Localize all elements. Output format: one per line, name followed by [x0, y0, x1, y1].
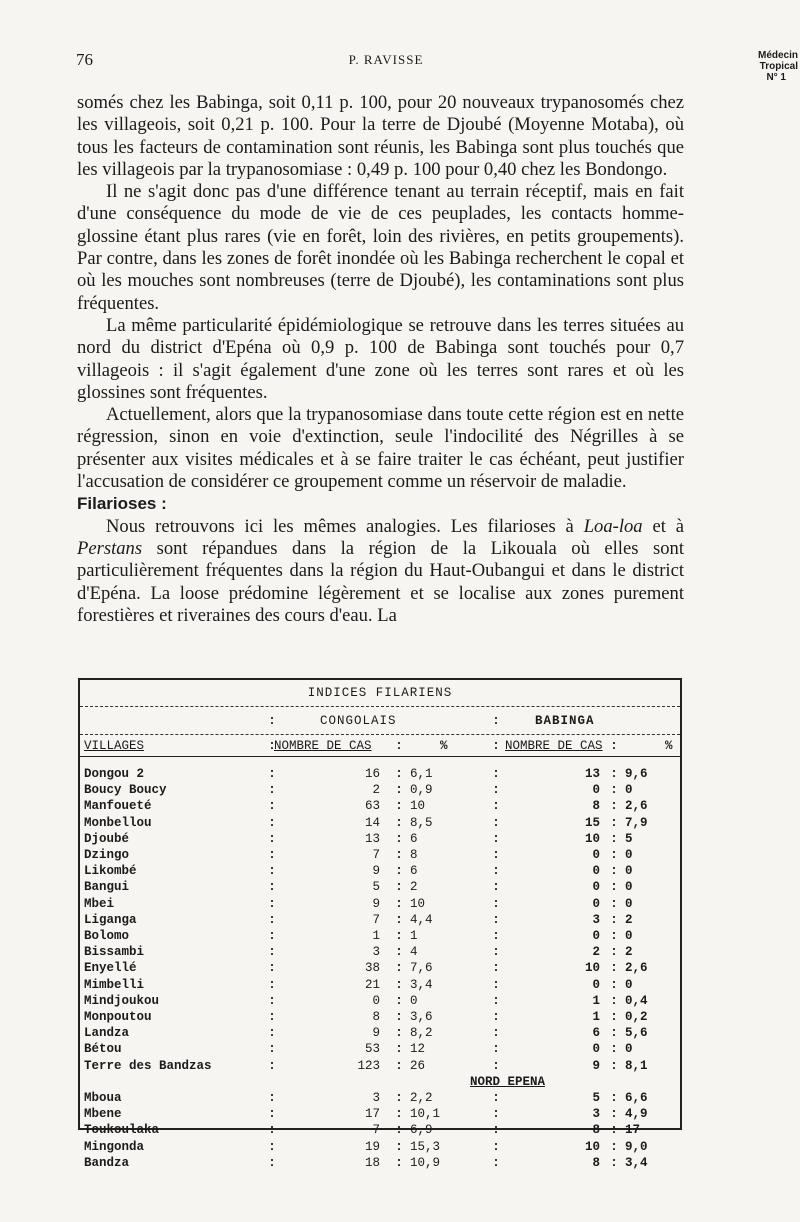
congolais-count-cell: 123: [357, 1058, 380, 1073]
babinga-pct-cell: 0,2: [625, 1010, 648, 1024]
paragraph: La même particularité épidémiologique se retrouve dans les terres situées au nord du district d'Epéna où 0,9 p. 100 de Babinga sont touchés pour 0,7 villageois : il s'agit également d'une zone où les terres sont rares et où les glossines sont fréquentes.: [77, 314, 684, 403]
separator: :: [610, 945, 618, 960]
babinga-pct-cell: 0: [625, 929, 633, 943]
text-run: sont répandues dans la région de la Likouala où elles sont particulièrement fréquentes dans la région du Haut-Oubangui et dans le district d'Epéna. La loose prédomine légèrement et se localise aux zones purement forestières et riveraines des cours d'eau. La: [77, 537, 684, 626]
separator: :: [492, 1139, 500, 1154]
separator: :: [268, 1026, 276, 1041]
congolais-count-cell: 53: [364, 1042, 380, 1057]
babinga-pct-cell: 8,1: [625, 1058, 648, 1073]
congolais-pct-cell: 26: [410, 1058, 426, 1073]
separator: :: [492, 714, 500, 728]
separator: :: [492, 1107, 500, 1122]
separator: :: [492, 1058, 500, 1073]
separator: :: [610, 1107, 618, 1122]
congolais-pct-cell: 0,9: [410, 783, 433, 798]
separator: :: [395, 896, 403, 911]
village-cell: Terre des Bandzas: [84, 1058, 212, 1073]
separator: :: [395, 1155, 403, 1170]
separator: :: [492, 1026, 500, 1041]
babinga-count-cell: 0: [592, 929, 600, 943]
section-label: NORD EPENA: [470, 1074, 546, 1089]
section-title: Filarioses :: [77, 494, 167, 514]
congolais-pct-cell: 4,4: [410, 912, 433, 927]
table-row: [80, 993, 680, 1009]
separator: :: [610, 864, 618, 879]
village-cell: Manfoueté: [84, 799, 152, 814]
babinga-count-cell: 10: [584, 1139, 600, 1154]
separator: :: [610, 799, 618, 814]
congolais-pct-cell: 2,2: [410, 1091, 433, 1105]
page-number: 76: [76, 50, 93, 69]
separator: :: [268, 831, 276, 846]
separator: :: [395, 977, 403, 992]
col-pct-babinga: %: [665, 739, 673, 753]
babinga-count-cell: 9: [592, 1058, 600, 1073]
separator: :: [395, 799, 403, 814]
journal-line: Tropical: [759, 61, 798, 72]
congolais-pct-cell: 15,3: [410, 1139, 441, 1154]
separator: :: [395, 1139, 403, 1154]
babinga-pct-cell: 0: [625, 1042, 633, 1057]
village-cell: Dongou 2: [84, 767, 145, 781]
separator: :: [395, 912, 403, 927]
village-cell: Bétou: [84, 1042, 122, 1057]
separator: :: [492, 945, 500, 960]
separator: :: [268, 815, 276, 830]
separator: :: [268, 1155, 276, 1170]
paragraph: somés chez les Babinga, soit 0,11 p. 100, pour 20 nouveaux trypanosomés chez les villageois, soit 0,21 p. 100. Pour la terre de Djoubé (Moyenne Motaba), où tous les facteurs de contamination sont réunis, les Babinga sont plus touchés que les villageois par la trypanosomiase : 0,49 p. 100 pour 0,40 chez les Bondongo.: [77, 92, 684, 180]
separator: :: [492, 815, 500, 830]
village-cell: Mboua: [84, 1091, 122, 1105]
paragraph: [77, 516, 684, 627]
congolais-count-cell: 0: [372, 993, 380, 1008]
separator: :: [492, 1155, 500, 1170]
babinga-count-cell: 8: [592, 799, 600, 814]
babinga-pct-cell: 3,4: [625, 1155, 648, 1170]
separator: :: [395, 1107, 403, 1122]
table-row: [80, 1122, 680, 1138]
congolais-count-cell: 14: [364, 815, 380, 830]
separator: :: [268, 714, 276, 728]
paragraph: Il ne s'agit donc pas d'une différence tenant au terrain réceptif, mais en fait d'une conséquence du mode de vie de ces peuplades, les contacts homme-glossine étant plus rares (vie en forêt, loin des rivières, en petits groupements). Par contre, dans les zones de forêt inondée où les Babinga recherchent le copal et où les mouches sont nombreuses (terre de Djoubé), les contaminations sont plus fréquentes.: [77, 181, 684, 314]
separator: :: [268, 1139, 276, 1154]
village-cell: Bandza: [84, 1155, 130, 1170]
text-run-italic: Loa-loa: [583, 515, 643, 537]
village-cell: Monpoutou: [84, 1010, 152, 1024]
separator: :: [492, 1042, 500, 1057]
separator: :: [492, 961, 500, 976]
text-run: Nous retrouvons ici les mêmes analogies. Les filarioses à: [106, 515, 584, 537]
separator: :: [268, 848, 276, 862]
congolais-count-cell: 9: [372, 896, 380, 911]
babinga-pct-cell: 0,4: [625, 993, 648, 1008]
babinga-count-cell: 8: [592, 1123, 600, 1138]
separator: :: [610, 1091, 618, 1105]
congolais-pct-cell: 8,5: [410, 815, 433, 830]
separator: :: [492, 783, 500, 798]
table-row: [80, 1058, 680, 1074]
congolais-count-cell: 9: [372, 864, 380, 879]
congolais-count-cell: 1: [372, 929, 380, 943]
separator: :: [268, 1091, 276, 1105]
congolais-pct-cell: 10: [410, 799, 426, 814]
separator: :: [268, 896, 276, 911]
separator: :: [610, 848, 618, 862]
table-row: [80, 1106, 680, 1122]
congolais-count-cell: 9: [372, 1026, 380, 1041]
separator: :: [610, 1026, 618, 1041]
table-row: [80, 977, 680, 993]
separator: :: [268, 961, 276, 976]
separator: :: [610, 912, 618, 927]
babinga-pct-cell: 17: [625, 1123, 641, 1138]
running-head: P. RAVISSE: [348, 52, 424, 67]
separator: :: [492, 929, 500, 943]
separator: :: [492, 799, 500, 814]
congolais-pct-cell: 3,4: [410, 977, 433, 992]
separator: :: [492, 1123, 500, 1138]
village-cell: Bolomo: [84, 929, 130, 943]
table-row: [80, 782, 680, 798]
babinga-count-cell: 6: [592, 1026, 600, 1041]
congolais-count-cell: 63: [364, 799, 380, 814]
babinga-count-cell: 8: [592, 1155, 600, 1170]
separator: :: [395, 929, 403, 943]
congolais-pct-cell: 2: [410, 880, 418, 895]
congolais-count-cell: 17: [364, 1107, 380, 1122]
separator: :: [492, 880, 500, 895]
separator: :: [492, 977, 500, 992]
rule: [80, 706, 680, 707]
table-row: [80, 1041, 680, 1057]
congolais-count-cell: 18: [364, 1155, 380, 1170]
separator: :: [610, 767, 618, 781]
table-row: [80, 766, 680, 782]
babinga-pct-cell: 5,6: [625, 1026, 648, 1041]
congolais-count-cell: 13: [364, 831, 380, 846]
congolais-count-cell: 3: [372, 1091, 380, 1105]
section-label-row: [80, 1074, 680, 1090]
separator: :: [395, 961, 403, 976]
babinga-pct-cell: 7,9: [625, 815, 648, 830]
separator: :: [610, 993, 618, 1008]
village-cell: Liganga: [84, 912, 137, 927]
group-header-babinga: BABINGA: [535, 714, 595, 728]
table-row: [80, 1139, 680, 1155]
congolais-count-cell: 7: [372, 912, 380, 927]
separator: :: [395, 1091, 403, 1105]
babinga-count-cell: 0: [592, 848, 600, 862]
separator: :: [610, 929, 618, 943]
separator: :: [268, 880, 276, 895]
separator: :: [268, 1107, 276, 1122]
table-row: [80, 815, 680, 831]
separator: :: [268, 1123, 276, 1138]
separator: :: [492, 1091, 500, 1105]
separator: :: [492, 912, 500, 927]
babinga-pct-cell: 2,6: [625, 961, 648, 976]
congolais-pct-cell: 3,6: [410, 1010, 433, 1024]
babinga-count-cell: 13: [584, 767, 600, 781]
babinga-pct-cell: 0: [625, 896, 633, 911]
separator: :: [268, 912, 276, 927]
congolais-count-cell: 21: [364, 977, 380, 992]
separator: :: [395, 848, 403, 862]
village-cell: Mbene: [84, 1107, 122, 1122]
table-row: [80, 928, 680, 944]
congolais-pct-cell: 10: [410, 896, 426, 911]
babinga-pct-cell: 9,0: [625, 1139, 648, 1154]
babinga-pct-cell: 0: [625, 880, 633, 895]
separator: :: [268, 783, 276, 798]
separator: :: [492, 1010, 500, 1024]
separator: :: [395, 1026, 403, 1041]
babinga-count-cell: 0: [592, 1042, 600, 1057]
separator: :: [395, 864, 403, 879]
babinga-pct-cell: 9,6: [625, 767, 648, 781]
journal-line: Médecin: [757, 50, 798, 61]
separator: :: [610, 739, 618, 753]
separator: :: [610, 880, 618, 895]
babinga-count-cell: 10: [584, 831, 600, 846]
congolais-count-cell: 19: [364, 1139, 380, 1154]
babinga-pct-cell: 6,6: [625, 1091, 648, 1105]
table-row: [80, 896, 680, 912]
babinga-count-cell: 0: [592, 977, 600, 992]
babinga-count-cell: 2: [592, 945, 600, 960]
separator: :: [610, 977, 618, 992]
congolais-pct-cell: 0: [410, 993, 418, 1008]
village-cell: Mimbelli: [84, 977, 145, 992]
babinga-count-cell: 0: [592, 880, 600, 895]
congolais-count-cell: 8: [372, 1010, 380, 1024]
congolais-pct-cell: 12: [410, 1042, 426, 1057]
separator: :: [395, 1058, 403, 1073]
babinga-count-cell: 1: [592, 993, 600, 1008]
babinga-count-cell: 0: [592, 864, 600, 879]
congolais-pct-cell: 10,9: [410, 1155, 441, 1170]
village-cell: Djoubé: [84, 831, 130, 846]
babinga-pct-cell: 0: [625, 864, 633, 879]
column-header-row: [80, 738, 680, 754]
separator: :: [395, 945, 403, 960]
table-row: [80, 798, 680, 814]
congolais-pct-cell: 7,6: [410, 961, 433, 976]
congolais-pct-cell: 6,9: [410, 1123, 433, 1138]
babinga-pct-cell: 5: [625, 831, 633, 846]
separator: :: [395, 831, 403, 846]
babinga-pct-cell: 0: [625, 977, 633, 992]
separator: :: [610, 1139, 618, 1154]
village-cell: Boucy Boucy: [84, 783, 167, 798]
congolais-count-cell: 5: [372, 880, 380, 895]
table-row: [80, 847, 680, 863]
babinga-pct-cell: 2: [625, 912, 633, 927]
village-cell: Mbei: [84, 896, 115, 911]
separator: :: [492, 739, 500, 753]
village-cell: Dzingo: [84, 848, 130, 862]
village-cell: Bissambi: [84, 945, 145, 960]
separator: :: [610, 1123, 618, 1138]
congolais-pct-cell: 4: [410, 945, 418, 960]
separator: :: [268, 929, 276, 943]
table-row: [80, 831, 680, 847]
col-pct-congolais: %: [440, 739, 448, 753]
separator: :: [268, 977, 276, 992]
babinga-pct-cell: 2: [625, 945, 633, 960]
separator: :: [268, 1010, 276, 1024]
congolais-count-cell: 7: [372, 1123, 380, 1138]
col-villages: VILLAGES: [84, 739, 145, 753]
separator: :: [610, 1042, 618, 1057]
separator: :: [610, 961, 618, 976]
text-run: et à: [642, 515, 684, 537]
separator: :: [492, 864, 500, 879]
table-row: [80, 1155, 680, 1171]
congolais-count-cell: 7: [372, 848, 380, 862]
babinga-count-cell: 0: [592, 783, 600, 798]
separator: :: [610, 1010, 618, 1024]
separator: :: [268, 993, 276, 1008]
separator: :: [268, 767, 276, 781]
separator: :: [395, 767, 403, 781]
babinga-pct-cell: 2,6: [625, 799, 648, 814]
congolais-count-cell: 2: [372, 783, 380, 798]
babinga-count-cell: 5: [592, 1091, 600, 1105]
journal-line: N° 1: [766, 72, 786, 83]
village-cell: Monbellou: [84, 815, 152, 830]
babinga-count-cell: 3: [592, 912, 600, 927]
paragraph: Actuellement, alors que la trypanosomiase dans toute cette région est en nette régression, sinon en voie d'extinction, seule l'indocilité des Négrilles à se présenter aux visites médicales et à se faire traiter le cas échéant, peut justifier l'accusation de considérer ce groupement comme un réservoir de maladie.: [77, 404, 684, 493]
separator: :: [268, 799, 276, 814]
separator: :: [492, 896, 500, 911]
col-nombre-babinga: NOMBRE DE CAS: [505, 739, 603, 753]
separator: :: [610, 783, 618, 798]
journal-tag: [708, 50, 798, 83]
babinga-count-cell: 15: [584, 815, 600, 830]
text-run-italic: Perstans: [77, 537, 143, 559]
separator: :: [395, 993, 403, 1008]
separator: :: [395, 1042, 403, 1057]
babinga-count-cell: 1: [592, 1010, 600, 1024]
table-row: [80, 944, 680, 960]
babinga-pct-cell: 4,9: [625, 1107, 648, 1122]
separator: :: [492, 831, 500, 846]
village-cell: Mindjoukou: [84, 993, 160, 1008]
col-nombre-congolais: NOMBRE DE CAS: [274, 739, 372, 753]
table-row: [80, 1025, 680, 1041]
congolais-pct-cell: 10,1: [410, 1107, 441, 1122]
congolais-count-cell: 16: [364, 767, 380, 781]
table-title: INDICES FILARIENS: [307, 686, 453, 700]
congolais-pct-cell: 1: [410, 929, 418, 943]
babinga-pct-cell: 0: [625, 783, 633, 798]
congolais-count-cell: 3: [372, 945, 380, 960]
separator: :: [395, 739, 403, 753]
babinga-count-cell: 3: [592, 1107, 600, 1122]
filarial-index-table: [78, 678, 682, 1170]
table-row: [80, 879, 680, 895]
congolais-pct-cell: 8,2: [410, 1026, 433, 1041]
separator: :: [395, 815, 403, 830]
separator: :: [610, 1155, 618, 1170]
village-cell: Enyellé: [84, 961, 137, 976]
separator: :: [610, 896, 618, 911]
table-row: [80, 863, 680, 879]
separator: :: [395, 880, 403, 895]
congolais-pct-cell: 6: [410, 831, 418, 846]
congolais-pct-cell: 6,1: [410, 767, 433, 781]
separator: :: [268, 864, 276, 879]
separator: :: [268, 739, 276, 753]
table-row: [80, 1009, 680, 1025]
group-header-congolais: CONGOLAIS: [320, 714, 397, 728]
village-cell: Bangui: [84, 880, 130, 895]
separator: :: [492, 767, 500, 781]
separator: :: [610, 815, 618, 830]
body-text: [77, 92, 684, 627]
rule: [80, 756, 680, 757]
village-cell: Mingonda: [84, 1139, 145, 1154]
village-cell: Toukoulaka: [84, 1123, 160, 1138]
separator: :: [610, 831, 618, 846]
separator: :: [395, 783, 403, 798]
separator: :: [492, 848, 500, 862]
separator: :: [492, 993, 500, 1008]
congolais-count-cell: 38: [364, 961, 380, 976]
village-cell: Landza: [84, 1026, 130, 1041]
table-row: [80, 912, 680, 928]
village-cell: Likombé: [84, 864, 137, 879]
babinga-count-cell: 0: [592, 896, 600, 911]
separator: :: [268, 945, 276, 960]
separator: :: [268, 1042, 276, 1057]
separator: :: [610, 1058, 618, 1073]
table-row: [80, 1090, 680, 1106]
babinga-pct-cell: 0: [625, 848, 633, 862]
separator: :: [268, 1058, 276, 1073]
rule: [80, 734, 680, 735]
congolais-pct-cell: 6: [410, 864, 418, 879]
table-row: [80, 960, 680, 976]
babinga-count-cell: 10: [584, 961, 600, 976]
separator: :: [395, 1123, 403, 1138]
separator: :: [395, 1010, 403, 1024]
congolais-pct-cell: 8: [410, 848, 418, 862]
